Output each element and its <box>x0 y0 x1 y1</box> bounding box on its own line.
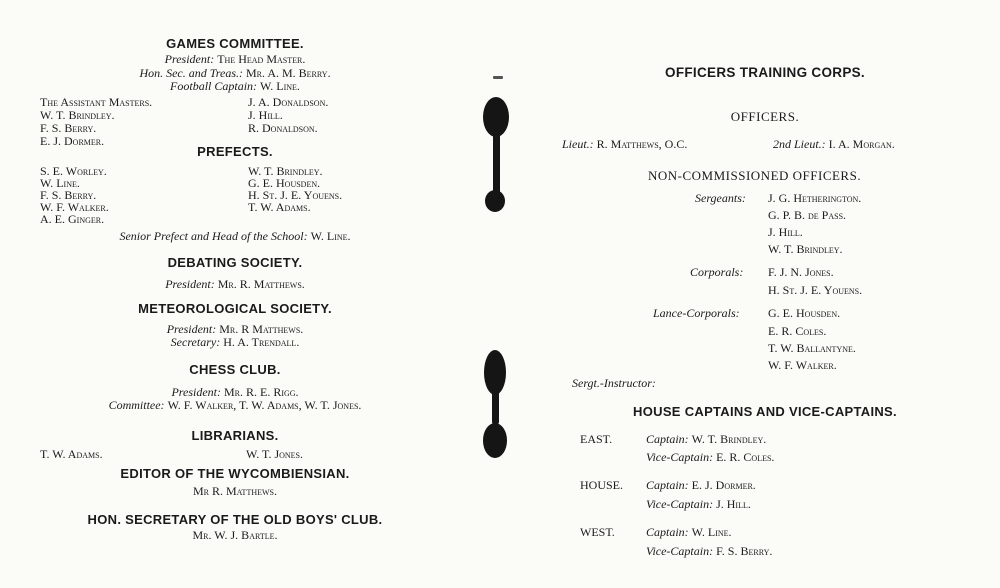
games-hon-sec-label: Hon. Sec. and Treas.: <box>139 66 243 80</box>
games-president-line <box>0 52 470 67</box>
games-committee-heading: GAMES COMMITTEE. <box>166 36 304 51</box>
ink-streak <box>492 390 499 425</box>
senior-prefect: W. Line. <box>310 229 351 243</box>
lance-corporal-name: W. F. Walker. <box>768 358 837 372</box>
nco-heading: NON-COMMISSIONED OFFICERS. <box>648 168 862 183</box>
prefect-name: G. E. Housden. <box>248 176 321 190</box>
meteorological-secretary-label: Secretary: <box>170 335 221 349</box>
games-captain-line <box>0 79 470 94</box>
vice-captain-name: F. S. Berry. <box>716 544 773 558</box>
vice-captain-label: Vice-Captain: <box>646 450 714 464</box>
captain-label: Captain: <box>646 525 689 539</box>
corporal-name: F. J. N. Jones. <box>768 265 834 279</box>
second-lieut-line <box>773 137 895 152</box>
lieut-line <box>562 137 687 152</box>
ink-blot <box>483 423 507 458</box>
officers-heading: OFFICERS. <box>730 109 800 124</box>
meteorological-secretary: H. A. Trendall. <box>223 335 300 349</box>
left-page <box>0 0 470 588</box>
house-vice-line <box>646 450 774 465</box>
games-member: R. Donaldson. <box>248 121 318 135</box>
lieut-name: R. Matthews, O.C. <box>596 137 688 151</box>
corporal-name: H. St. J. E. Youens. <box>768 283 863 297</box>
vice-captain-name: E. R. Coles. <box>716 450 775 464</box>
senior-prefect-label: Senior Prefect and Head of the School: <box>119 229 308 243</box>
sergeant-name: W. T. Brindley. <box>768 242 843 256</box>
senior-prefect-line <box>0 229 470 244</box>
games-member: F. S. Berry. <box>40 121 97 135</box>
prefect-name: A. E. Ginger. <box>40 212 105 226</box>
lieut-label: Lieut.: <box>562 137 594 151</box>
meteorological-secretary-line <box>0 335 470 350</box>
captain-name: W. T. Brindley. <box>691 432 767 446</box>
debating-president-line <box>0 277 470 292</box>
house-name: WEST. <box>580 525 615 539</box>
chess-committee: W. F. Walker, T. W. Adams, W. T. Jones. <box>167 398 362 412</box>
sergeants-label: Sergeants: <box>695 191 746 205</box>
chess-committee-label: Committee: <box>108 398 165 412</box>
captain-label: Captain: <box>646 478 689 492</box>
house-vice-line <box>646 497 751 512</box>
editor-name: Mr R. Matthews. <box>192 484 277 498</box>
games-president: The Head Master. <box>217 52 306 66</box>
house-captain-line <box>646 478 756 493</box>
chess-heading: CHESS CLUB. <box>189 362 281 377</box>
sergt-instructor-label: Sergt.-Instructor: <box>572 376 656 390</box>
vice-captain-name: J. Hill. <box>716 497 751 511</box>
sergeant-name: J. Hill. <box>768 225 803 239</box>
lance-corporals-label: Lance-Corporals: <box>653 306 740 320</box>
librarian-name: W. T. Jones. <box>246 447 304 461</box>
debating-president-label: President: <box>165 277 215 291</box>
prefects-heading: PREFECTS. <box>197 144 273 159</box>
sergeant-name: G. P. B. de Pass. <box>768 208 847 222</box>
chess-committee-line <box>0 398 470 413</box>
lance-corporal-name: T. W. Ballantyne. <box>768 341 856 355</box>
games-member: J. A. Donaldson. <box>248 95 329 109</box>
chess-president: Mr. R. E. Rigg. <box>223 385 299 399</box>
prefect-name: W. T. Brindley. <box>248 164 323 178</box>
games-member: The Assistant Masters. <box>40 95 153 109</box>
house-name: EAST. <box>580 432 613 446</box>
right-page <box>530 0 1000 588</box>
games-member: W. T. Brindley. <box>40 108 115 122</box>
games-member: E. J. Dormer. <box>40 134 105 148</box>
meteorological-heading: METEOROLOGICAL SOCIETY. <box>138 301 332 316</box>
games-member: J. Hill. <box>248 108 283 122</box>
ink-mark <box>493 76 503 79</box>
captain-label: Captain: <box>646 432 689 446</box>
ink-streak <box>493 132 500 197</box>
ink-blot <box>484 350 506 395</box>
corporals-label: Corporals: <box>690 265 744 279</box>
house-vice-line <box>646 544 772 559</box>
house-captain-line <box>646 525 732 540</box>
prefect-name: W. Line. <box>40 176 80 190</box>
prefect-name: T. W. Adams. <box>248 200 311 214</box>
editor-heading: EDITOR OF THE WYCOMBIENSIAN. <box>120 466 350 481</box>
captain-name: E. J. Dormer. <box>691 478 756 492</box>
vice-captain-label: Vice-Captain: <box>646 544 714 558</box>
vice-captain-label: Vice-Captain: <box>646 497 714 511</box>
ink-blot <box>485 190 505 212</box>
binding-gutter <box>470 0 530 588</box>
otc-heading: OFFICERS TRAINING CORPS. <box>665 65 865 80</box>
lance-corporal-name: E. R. Coles. <box>768 324 827 338</box>
prefect-name: W. F. Walker. <box>40 200 109 214</box>
second-lieut-name: I. A. Morgan. <box>828 137 895 151</box>
meteorological-president: Mr. R Matthews. <box>219 322 304 336</box>
games-hon-sec: Mr. A. M. Berry. <box>245 66 331 80</box>
old-boys-heading: HON. SECRETARY OF THE OLD BOYS' CLUB. <box>87 512 383 527</box>
chess-president-label: President: <box>171 385 221 399</box>
second-lieut-label: 2nd Lieut.: <box>773 137 826 151</box>
prefect-name: F. S. Berry. <box>40 188 97 202</box>
ink-blot <box>483 97 509 137</box>
captain-name: W. Line. <box>691 525 732 539</box>
prefect-name: H. St. J. E. Youens. <box>248 188 343 202</box>
house-captains-heading: HOUSE CAPTAINS AND VICE-CAPTAINS. <box>633 404 897 419</box>
games-captain-label: Football Captain: <box>170 79 258 93</box>
house-name: HOUSE. <box>580 478 624 492</box>
lance-corporal-name: G. E. Housden. <box>768 306 841 320</box>
librarian-name: T. W. Adams. <box>40 447 103 461</box>
meteorological-president-label: President: <box>166 322 217 336</box>
prefect-name: S. E. Worley. <box>40 164 107 178</box>
librarians-heading: LIBRARIANS. <box>191 428 279 443</box>
debating-president: Mr. R. Matthews. <box>217 277 305 291</box>
games-president-label: President: <box>164 52 215 66</box>
house-captain-line <box>646 432 766 447</box>
debating-heading: DEBATING SOCIETY. <box>167 255 303 270</box>
old-boys-name: Mr. W. J. Bartle. <box>192 528 278 542</box>
sergeant-name: J. G. Hetherington. <box>768 191 862 205</box>
games-captain: W. Line. <box>260 79 300 93</box>
